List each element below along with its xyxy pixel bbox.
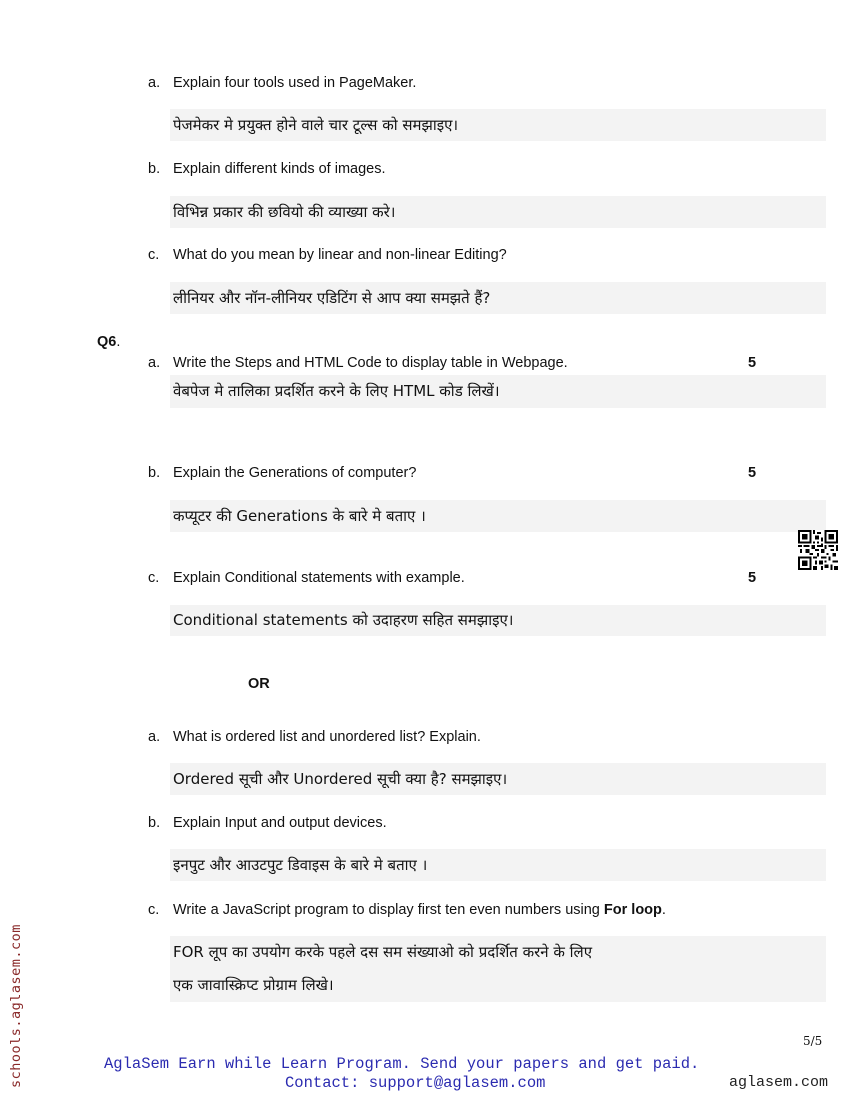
question-text-en: Explain different kinds of images. xyxy=(173,161,386,177)
hi-line: FOR लूप का उपयोग करके पहले दस सम संख्याओ को प्रदर्शित करने के लिए xyxy=(173,943,592,961)
question-text-en: What do you mean by linear and non-linear Editing? xyxy=(173,247,507,263)
question-letter: c. xyxy=(148,247,160,263)
question-text-hi: वेबपेज मे तालिका प्रदर्शित करने के लिए HTML कोड लिखें। xyxy=(170,375,826,408)
question-letter: b. xyxy=(148,465,161,481)
question-letter: c. xyxy=(148,902,160,918)
marks: 5 xyxy=(748,355,757,371)
question-text-en: Explain four tools used in PageMaker. xyxy=(173,75,417,91)
question-number: Q6. xyxy=(97,334,121,350)
question-text-hi: इनपुट और आउटपुट डिवाइस के बारे मे बताए । xyxy=(170,849,826,881)
question-text-en: Explain the Generations of computer? xyxy=(173,465,417,481)
question-text-hi xyxy=(170,936,826,1002)
question-letter: a. xyxy=(148,75,161,91)
footer-promo: AglaSem Earn while Learn Program. Send your papers and get paid. xyxy=(104,1055,700,1073)
footer-site[interactable]: aglasem.com xyxy=(729,1074,829,1091)
or-label: OR xyxy=(248,676,270,692)
question-letter: b. xyxy=(148,161,161,177)
marks: 5 xyxy=(748,570,757,586)
hi-line: एक जावास्क्रिप्ट प्रोग्राम लिखे। xyxy=(173,976,334,994)
question-text-hi: Conditional statements को उदाहरण सहित समझाइए। xyxy=(170,605,826,636)
question-text-hi: Ordered सूची और Unordered सूची क्या है? समझाइए। xyxy=(170,763,826,795)
question-letter: b. xyxy=(148,815,161,831)
side-watermark: schools.aglasem.com xyxy=(8,924,24,1088)
question-letter: c. xyxy=(148,570,160,586)
question-text-hi: लीनियर और नॉन-लीनियर एडिटिंग से आप क्या समझते हैं? xyxy=(170,282,826,314)
page-number: 5/5 xyxy=(803,1034,823,1048)
footer-contact[interactable]: Contact: support@aglasem.com xyxy=(285,1074,546,1092)
question-letter: a. xyxy=(148,355,161,371)
question-letter: a. xyxy=(148,729,161,745)
question-text-hi: पेजमेकर मे प्रयुक्त होने वाले चार टूल्स को समझाइए। xyxy=(170,109,826,141)
qr-code-icon xyxy=(798,530,838,570)
question-text-en: Explain Input and output devices. xyxy=(173,815,387,831)
question-text-en: Write a JavaScript program to display first ten even numbers using For loop. xyxy=(173,902,666,918)
question-text-en: Explain Conditional statements with example. xyxy=(173,570,465,586)
question-text-en: What is ordered list and unordered list? Explain. xyxy=(173,729,481,745)
question-text-hi: विभिन्न प्रकार की छवियो की व्याख्या करे। xyxy=(170,196,826,228)
marks: 5 xyxy=(748,465,757,481)
question-text-en: Write the Steps and HTML Code to display table in Webpage. xyxy=(173,355,568,371)
question-text-hi: कप्यूटर की Generations के बारे मे बताए । xyxy=(170,500,826,532)
